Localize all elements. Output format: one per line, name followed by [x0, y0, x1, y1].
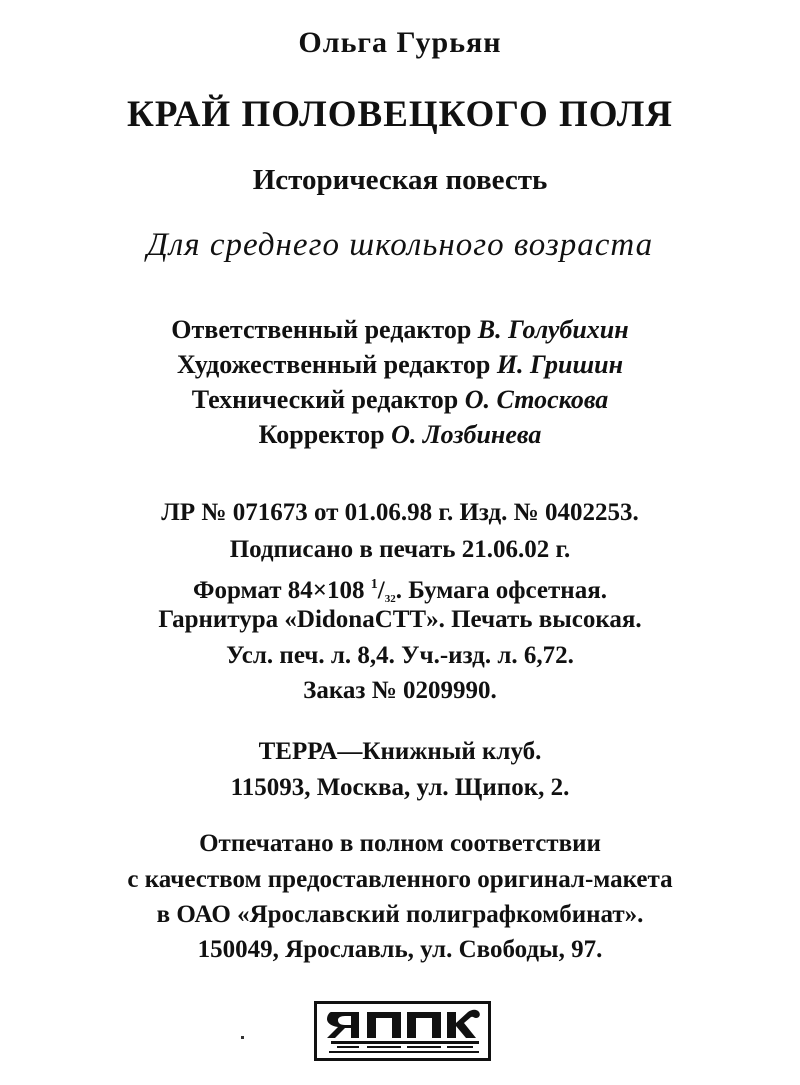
credit-line: [0, 382, 800, 417]
imprint-signed: Подписано в печать 21.06.02 г.: [229, 536, 571, 563]
format-frac-den: 32: [384, 593, 396, 605]
format-prefix: Формат 84×108: [193, 577, 365, 604]
publisher-address: 115093, Москва, ул. Щипок, 2.: [230, 774, 570, 801]
printer-line: с качеством предоставленного оригинал-макета: [127, 866, 673, 893]
printer-line: в ОАО «Ярославский полиграфкомбинат».: [156, 901, 644, 928]
imprint-typeface: Гарнитура «DidonaCTT». Печать высокая.: [158, 606, 642, 633]
book-audience: Для среднего школьного возраста: [146, 227, 654, 263]
printer-line: Отпечатано в полном соответствии: [199, 830, 601, 857]
imprint-license: ЛР № 071673 от 01.06.98 г. Изд. № 0402253.: [161, 499, 639, 526]
credit-name: И. Гришин: [496, 350, 624, 379]
credit-role: Ответственный редактор: [171, 315, 472, 344]
credit-line: [0, 347, 800, 382]
format-frac-num: 1: [370, 577, 378, 592]
publisher-name: ТЕРРА—Книжный клуб.: [258, 738, 542, 765]
credit-role: Технический редактор: [191, 385, 459, 414]
credit-line: [0, 312, 800, 347]
format-suffix: . Бумага офсетная.: [395, 577, 607, 604]
ypk-logo-icon: [317, 1004, 488, 1058]
credit-name: О. Лозбинева: [391, 420, 542, 449]
printer-line: 150049, Ярославль, ул. Свободы, 97.: [197, 936, 603, 963]
printing-house-logo-icon: [314, 1001, 491, 1061]
author-name: Ольга Гурьян: [298, 26, 502, 59]
credit-name: О. Стоскова: [464, 385, 609, 414]
imprint-format: Формат 84×108 $^1/_{32}$. Бумага офсетная.: [193, 577, 607, 605]
imprint-order: Заказ № 0209990.: [303, 677, 497, 704]
imprint-sheets: Усл. печ. л. 8,4. Уч.-изд. л. 6,72.: [226, 642, 574, 669]
credit-role: Корректор: [258, 420, 385, 449]
book-genre: Историческая повесть: [252, 164, 548, 196]
credit-line: [0, 417, 800, 452]
credit-name: В. Голубихин: [477, 315, 629, 344]
book-title: КРАЙ ПОЛОВЕЦКОГО ПОЛЯ: [127, 94, 673, 135]
print-speck: [241, 1036, 244, 1039]
credit-role: Художественный редактор: [176, 350, 491, 379]
